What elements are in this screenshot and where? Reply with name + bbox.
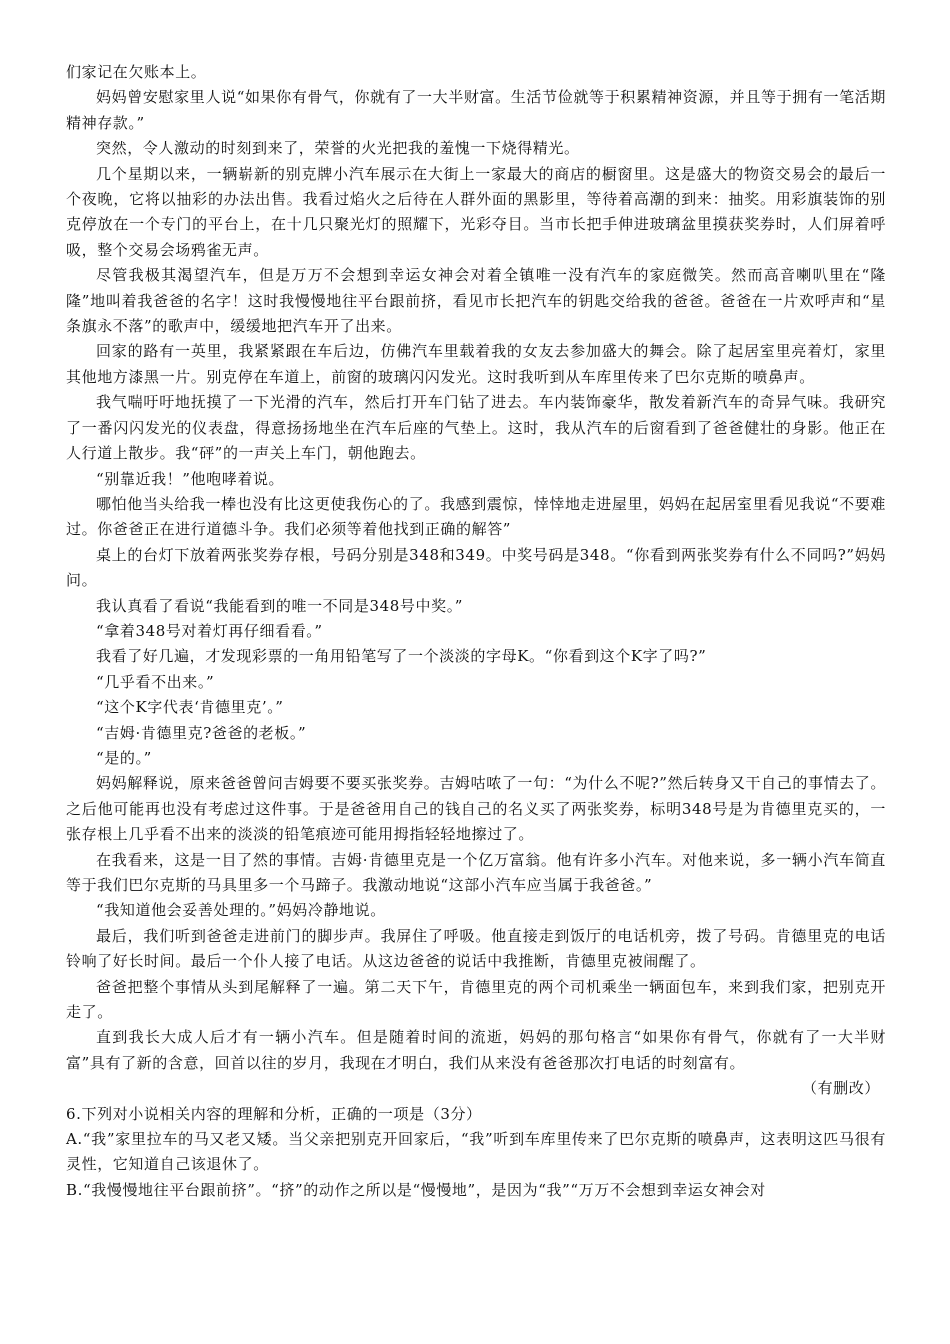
story-paragraph: “拿着348号对着灯再仔细看看。” [96,621,323,640]
story-paragraph: 我认真看了看说“我能看到的唯一不同是348号中奖。” [96,596,464,615]
story-paragraph: 爸爸把整个事情从头到尾解释了一遍。第二天下午，肯德里克的两个司机乘坐一辆面包车，来到我们家，把别克开走了。 [66,977,886,1022]
story-paragraph: 突然，令人激动的时刻到来了，荣誉的火光把我的羞愧一下烧得精光。 [96,139,580,158]
story-paragraph: 几个星期以来，一辆崭新的别克牌小汽车展示在大街上一家最大的商店的橱窗里。这是盛大的物资交易会的最后一个夜晚，它将以抽彩的办法出售。我看过焰火之后待在人群外面的黑影里，等待着高潮的到来：抽奖。用彩旗装饰的别克停放在一个专门的平台上，在十几只聚光灯的照耀下，光彩夺目。当市长把手伸进玻璃盆里摸获奖券时，人们屏着呼吸，整个交易会场鸦雀无声。 [66,164,886,259]
story-paragraph: “我知道他会妥善处理的。”妈妈冷静地说。 [96,901,386,920]
story-paragraph: 尽管我极其渴望汽车，但是万万不会想到幸运女神会对着全镇唯一没有汽车的家庭微笑。然而高音喇叭里在“隆隆”地叫着我爸爸的名字！这时我慢慢地往平台跟前挤，看见市长把汽车的钥匙交给我的爸爸。爸爸在一片欢呼声和“星条旗永不落”的歌声中，缓缓地把汽车开了出来。 [66,266,886,336]
option-a: A.“我”家里拉车的马又老又矮。当父亲把别克开回家后，“我”听到车库里传来了巴尔克斯的喷鼻声，这表明这匹马很有灵性，它知道自己该退休了。 [66,1130,886,1174]
story-text [66,60,886,1076]
story-paragraph: 们家记在欠账本上。 [66,63,207,81]
story-paragraph: 妈妈解释说，原来爸爸曾问吉姆要不要买张奖券。吉姆咕哝了一句：“为什么不呢?”然后转身又干自己的事情去了。之后他可能再也没有考虑过这件事。于是爸爸用自己的钱自己的名义买了两张奖券，标明348号是为肯德里克买的，一张存根上几乎看不出来的淡淡的铅笔痕迹可能用拇指轻轻地擦过了。 [66,774,886,844]
story-paragraph: 回家的路有一英里，我紧紧跟在车后边，仿佛汽车里载着我的女友去参加盛大的舞会。除了起居室里亮着灯，家里其他地方漆黑一片。别克停在车道上，前窗的玻璃闪闪发光。这时我听到从车库里传来了巴尔克斯的喷鼻声。 [66,342,886,386]
story-paragraph: 妈妈曾安慰家里人说“如果你有骨气，你就有了一大半财富。生活节俭就等于积累精神资源，并且等于拥有一笔活期精神存款。” [66,88,886,132]
story-paragraph: 哪怕他当头给我一棒也没有比这更使我伤心的了。我感到震惊，悻悻地走进屋里，妈妈在起居室里看见我说“不要难过。你爸爸正在进行道德斗争。我们必须等着他找到正确的解答” [66,494,886,539]
story-paragraph: “别靠近我！”他咆哮着说。 [96,469,285,488]
story-paragraph: “这个K字代表‘肯德里克’。” [96,698,284,717]
story-paragraph: 桌上的台灯下放着两张奖券存根，号码分别是348和349。中奖号码是348。“你看到两张奖券有什么不同吗?”妈妈问。 [66,545,886,590]
question-stem: 6.下列对小说相关内容的理解和分析，正确的一项是（3分） [66,1104,482,1123]
story-paragraph: 我气喘吁吁地抚摸了一下光滑的汽车，然后打开车门钻了进去。车内装饰豪华，散发着新汽车的奇异气味。我研究了一番闪闪发光的仪表盘，得意扬扬地坐在汽车后座的气垫上。这时，我从汽车的后窗看到了爸爸健壮的身影。他正在人行道上散步。我“砰”的一声关上车门，朝他跑去。 [66,393,886,463]
source-note: （有删改） [801,1079,880,1098]
story-paragraph: “几乎看不出来。” [96,672,215,691]
story-paragraph: 我看了好几遍，才发现彩票的一角用铅笔写了一个淡淡的字母K。“你看到这个K字了吗?” [96,647,707,666]
question-block [66,1102,886,1204]
story-paragraph: 在我看来，这是一目了然的事情。吉姆·肯德里克是一个亿万富翁。他有许多小汽车。对他来说，多一辆小汽车简直等于我们巴尔克斯的马具里多一个马蹄子。我激动地说“这部小汽车应当属于我爸爸。” [66,850,886,894]
story-paragraph: 最后，我们听到爸爸走进前门的脚步声。我屏住了呼吸。他直接走到饭厅的电话机旁，拨了号码。肯德里克的电话铃响了好长时间。最后一个仆人接了电话。从这边爸爸的说话中我推断，肯德里克被闹醒了。 [66,926,886,971]
option-b: B.“我慢慢地往平台跟前挤”。“挤”的动作之所以是“慢慢地”，是因为“我”“万万不会想到幸运女神会对 [66,1180,766,1199]
story-paragraph: “是的。” [96,748,152,767]
story-paragraph: “吉姆·肯德里克?爸爸的老板。” [96,723,307,742]
story-paragraph: 直到我长大成人后才有一辆小汽车。但是随着时间的流逝，妈妈的那句格言“如果你有骨气，你就有了一大半财富”具有了新的含意，回首以往的岁月，我现在才明白，我们从来没有爸爸那次打电话的时刻富有。 [66,1028,886,1072]
